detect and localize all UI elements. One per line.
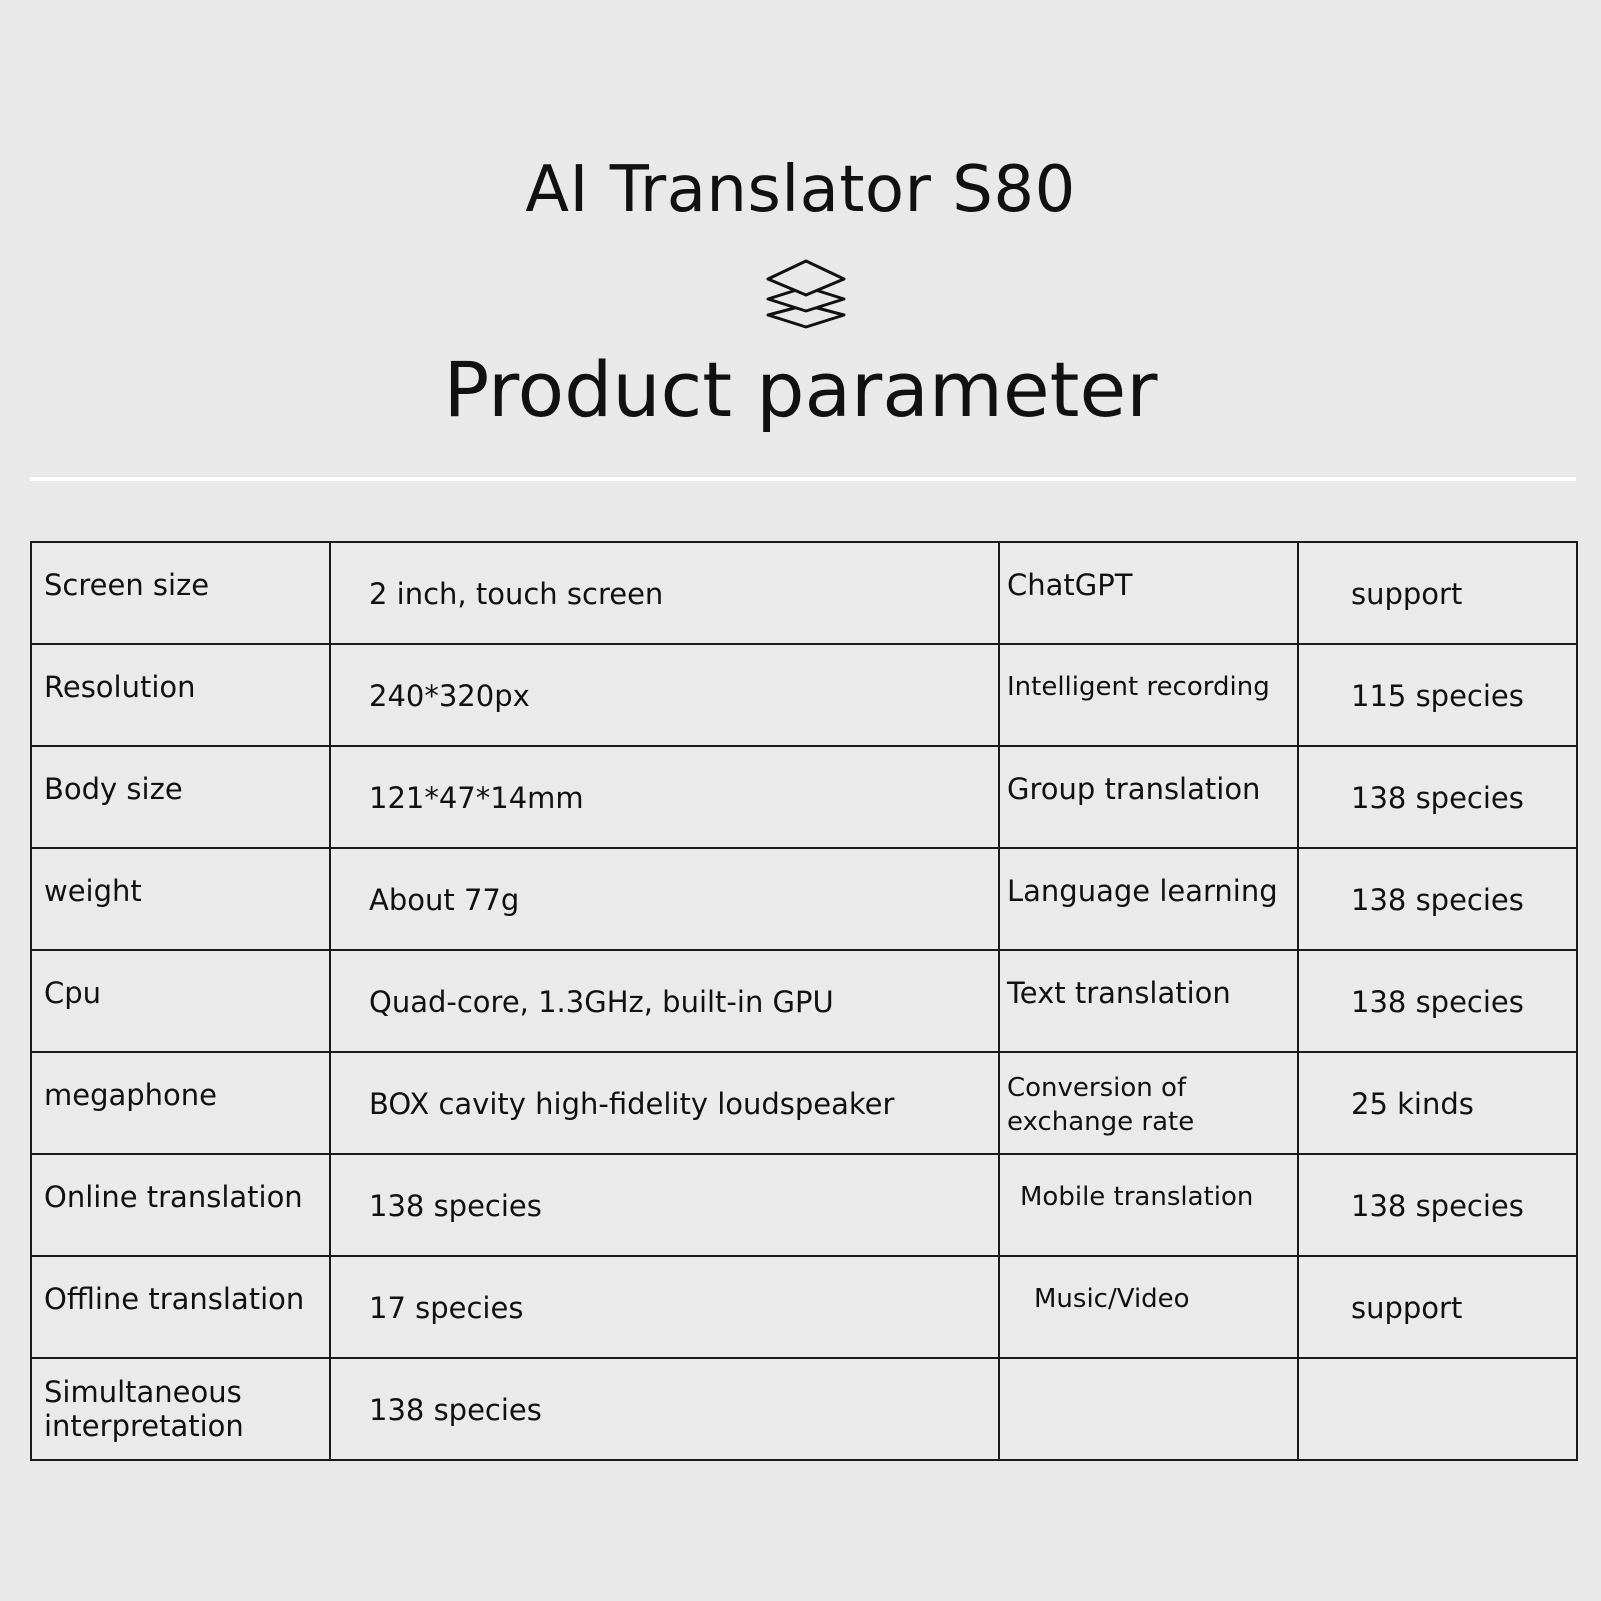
param-value: BOX cavity high-fidelity loudspeaker [330,1052,999,1154]
table-row [31,644,1577,746]
param-value: 138 species [1298,848,1577,950]
param-label: Simultaneous interpretation [31,1358,330,1460]
table-row [31,1256,1577,1358]
param-label: ChatGPT [999,542,1298,644]
param-value: 240*320px [330,644,999,746]
param-label: megaphone [31,1052,330,1154]
param-value: 138 species [1298,950,1577,1052]
param-label: Intelligent recording [999,644,1298,746]
param-label: Conversion of exchange rate [999,1052,1298,1154]
param-label: Music/Video [999,1256,1298,1358]
table-row [31,1052,1577,1154]
page-title: AI Translator S80 [525,153,1076,227]
param-label: Language learning [999,848,1298,950]
param-value: 25 kinds [1298,1052,1577,1154]
param-value: support [1298,542,1577,644]
param-label: Group translation [999,746,1298,848]
param-value: 138 species [1298,746,1577,848]
param-label: Mobile translation [999,1154,1298,1256]
table-row [31,1358,1577,1460]
param-label: weight [31,848,330,950]
param-value: 121*47*14mm [330,746,999,848]
divider [30,477,1576,481]
param-value: About 77g [330,848,999,950]
param-value: 138 species [330,1154,999,1256]
param-value [1298,1358,1577,1460]
param-label: Resolution [31,644,330,746]
layers-icon [764,257,848,333]
param-value: 2 inch, touch screen [330,542,999,644]
table-row [31,1154,1577,1256]
param-label: Text translation [999,950,1298,1052]
param-value: 138 species [330,1358,999,1460]
param-value: 138 species [1298,1154,1577,1256]
table-row [31,848,1577,950]
table-row [31,746,1577,848]
param-value: Quad-core, 1.3GHz, built-in GPU [330,950,999,1052]
param-value: support [1298,1256,1577,1358]
table-row [31,950,1577,1052]
param-value: 115 species [1298,644,1577,746]
param-label: Body size [31,746,330,848]
param-value: 17 species [330,1256,999,1358]
section-title: Product parameter [443,345,1158,434]
parameter-table [30,541,1578,1461]
param-label: Online translation [31,1154,330,1256]
param-label: Cpu [31,950,330,1052]
param-label [999,1358,1298,1460]
param-label: Offline translation [31,1256,330,1358]
param-label: Screen size [31,542,330,644]
table-row [31,542,1577,644]
